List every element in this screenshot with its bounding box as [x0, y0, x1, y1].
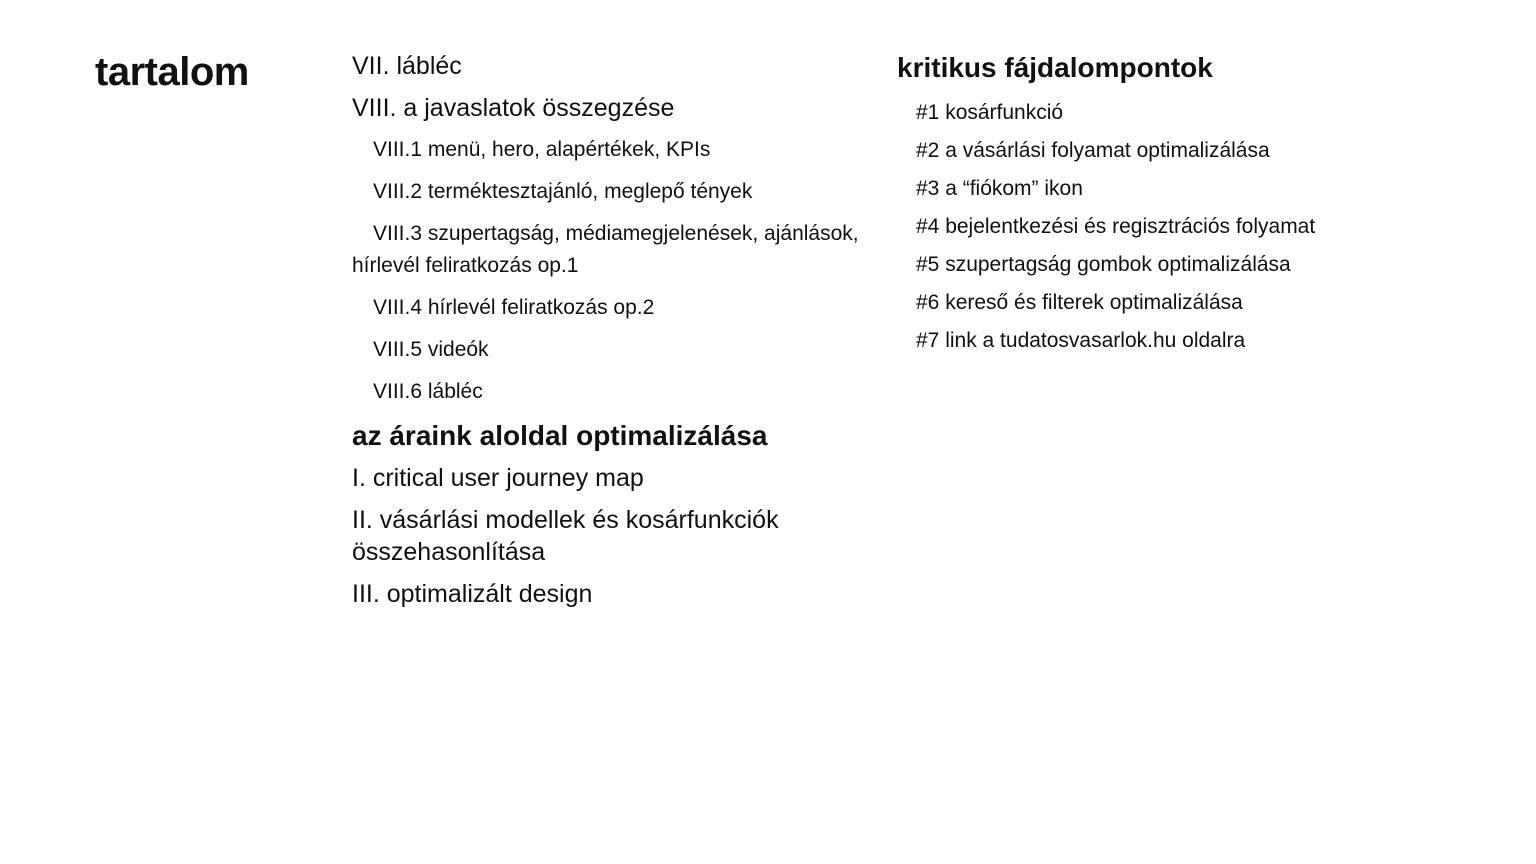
pain-point-item: #7 link a tudatosvasarlok.hu oldalra — [916, 329, 1246, 352]
toc-section-heading: az áraink aloldal optimalizálása — [352, 420, 768, 451]
toc-item: III. optimalizált design — [352, 580, 593, 608]
toc-item: VII. lábléc — [352, 52, 462, 80]
page-title: tartalom — [95, 50, 249, 94]
toc-item: VIII. a javaslatok összegzése — [352, 94, 675, 122]
pain-point-item: #3 a “fiókom” ikon — [916, 177, 1083, 200]
toc-subitem: VIII.1 menü, hero, alapértékek, KPIs — [373, 138, 711, 161]
pain-point-item: #4 bejelentkezési és regisztrációs folyamat — [916, 215, 1316, 238]
pain-points-column — [897, 50, 1457, 366]
toc-subitem: VIII.6 lábléc — [373, 380, 483, 403]
pain-point-item: #2 a vásárlási folyamat optimalizálása — [916, 139, 1270, 162]
toc-item: II. vásárlási modellek és kosárfunkciók összehasonlítása — [352, 506, 779, 566]
pain-points-heading: kritikus fájdalompontok — [897, 52, 1213, 83]
toc-subitem: VIII.5 videók — [373, 338, 489, 361]
toc-subitem: VIII.3 szupertagság, médiamegjelenések, ajánlások, hírlevél feliratkozás op.1 — [352, 222, 859, 277]
pain-point-item: #5 szupertagság gombok optimalizálása — [916, 253, 1291, 276]
toc-item: I. critical user journey map — [352, 464, 644, 492]
toc-subitem: VIII.2 terméktesztajánló, meglepő tények — [373, 180, 753, 203]
toc-column — [352, 50, 897, 620]
toc-subitem: VIII.4 hírlevél feliratkozás op.2 — [373, 296, 655, 319]
pain-point-item: #1 kosárfunkció — [916, 101, 1064, 124]
pain-point-item: #6 kereső és filterek optimalizálása — [916, 291, 1243, 314]
